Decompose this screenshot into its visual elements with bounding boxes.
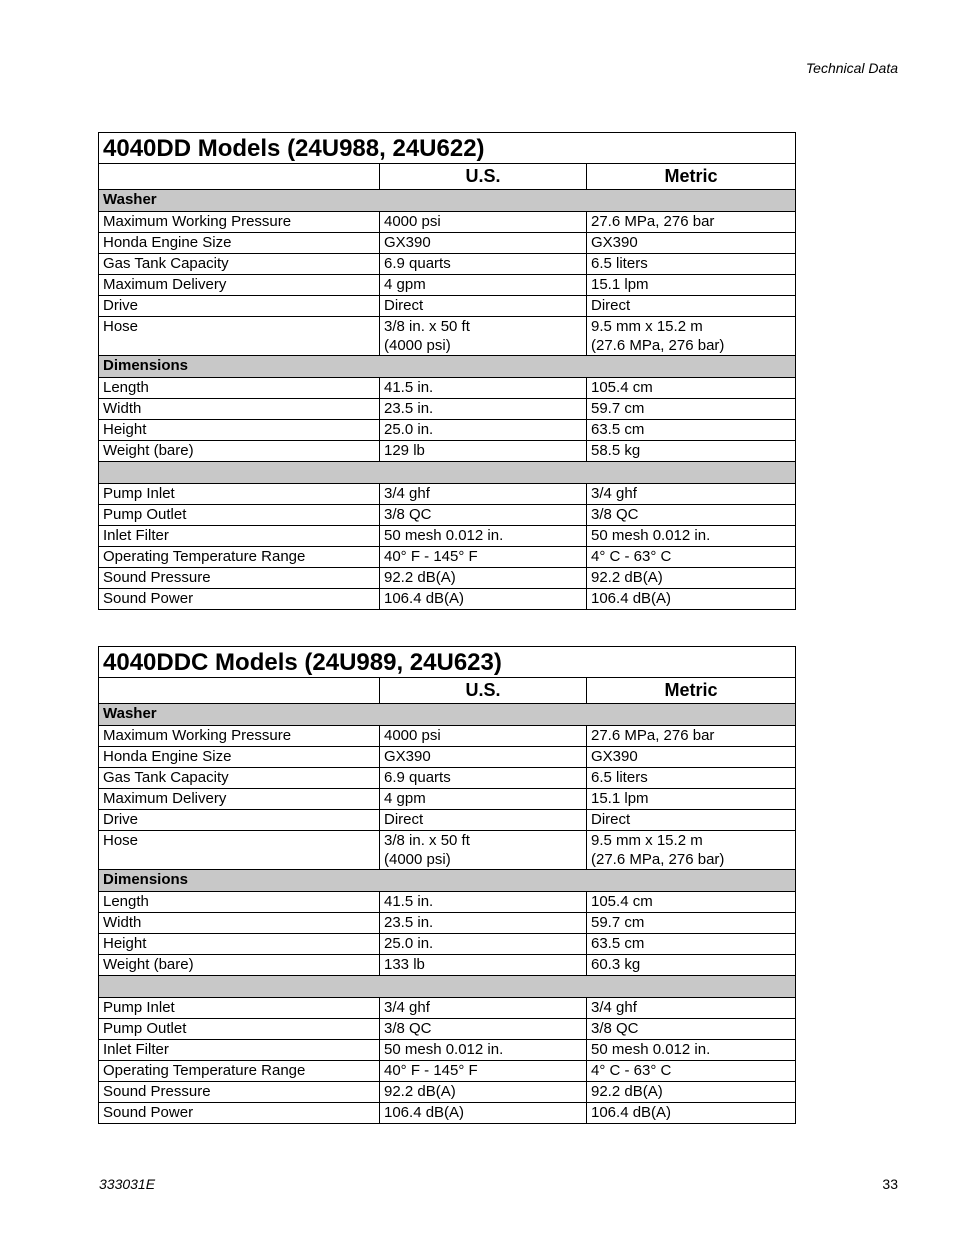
table-row	[99, 998, 796, 1019]
spec-label-cell: Inlet Filter	[99, 1040, 380, 1061]
spec-label-cell: Hose	[99, 831, 380, 870]
column-header-blank	[99, 164, 380, 190]
spec-table-body	[99, 647, 796, 1124]
spec-us-value-cell: 92.2 dB(A)	[380, 1082, 587, 1103]
table-row	[99, 934, 796, 955]
spec-label-cell: Sound Power	[99, 589, 380, 610]
section-header: Dimensions	[99, 870, 796, 892]
spec-label-cell: Maximum Delivery	[99, 275, 380, 296]
spec-label-cell: Height	[99, 420, 380, 441]
spec-us-value-cell: Direct	[380, 810, 587, 831]
spec-metric-value-cell: 3/4 ghf	[587, 484, 796, 505]
spec-us-value-cell: 3/8 in. x 50 ft (4000 psi)	[380, 317, 587, 356]
spec-metric-value-cell: 3/8 QC	[587, 1019, 796, 1040]
column-header-row	[99, 678, 796, 704]
spec-us-value-cell: 3/8 QC	[380, 1019, 587, 1040]
spec-label-cell: Gas Tank Capacity	[99, 254, 380, 275]
table-row	[99, 275, 796, 296]
spec-metric-value-cell: 27.6 MPa, 276 bar	[587, 212, 796, 233]
spec-label-cell: Pump Outlet	[99, 505, 380, 526]
spec-us-value-cell: 4 gpm	[380, 789, 587, 810]
section-header-row	[99, 976, 796, 998]
spec-label-cell: Sound Power	[99, 1103, 380, 1124]
spec-label-cell: Length	[99, 892, 380, 913]
spec-metric-value-cell: 92.2 dB(A)	[587, 568, 796, 589]
spec-metric-value-cell: 58.5 kg	[587, 441, 796, 462]
spec-metric-value-cell: 92.2 dB(A)	[587, 1082, 796, 1103]
spec-metric-value-cell: 15.1 lpm	[587, 789, 796, 810]
spec-us-value-cell: 23.5 in.	[380, 913, 587, 934]
spec-label-cell: Sound Pressure	[99, 1082, 380, 1103]
table-row	[99, 526, 796, 547]
spec-metric-value-cell: 9.5 mm x 15.2 m (27.6 MPa, 276 bar)	[587, 317, 796, 356]
spec-metric-value-cell: 50 mesh 0.012 in.	[587, 526, 796, 547]
spec-us-value-cell: 106.4 dB(A)	[380, 589, 587, 610]
spec-label-cell: Sound Pressure	[99, 568, 380, 589]
spec-us-value-cell: 50 mesh 0.012 in.	[380, 526, 587, 547]
spec-metric-value-cell: 63.5 cm	[587, 420, 796, 441]
column-header-metric: Metric	[587, 678, 796, 704]
spec-label-cell: Inlet Filter	[99, 526, 380, 547]
spec-us-value-cell: 106.4 dB(A)	[380, 1103, 587, 1124]
spec-metric-value-cell: GX390	[587, 747, 796, 768]
table-row	[99, 568, 796, 589]
table-title-row	[99, 647, 796, 678]
table-row	[99, 913, 796, 934]
section-header: Washer	[99, 190, 796, 212]
table-row	[99, 212, 796, 233]
spec-label-cell: Drive	[99, 810, 380, 831]
spec-label-cell: Pump Outlet	[99, 1019, 380, 1040]
spec-label-cell: Width	[99, 913, 380, 934]
spec-metric-value-cell: 106.4 dB(A)	[587, 589, 796, 610]
spec-label-cell: Width	[99, 399, 380, 420]
section-header-row	[99, 870, 796, 892]
table-row	[99, 547, 796, 568]
table-row	[99, 254, 796, 275]
spec-metric-value-cell: 106.4 dB(A)	[587, 1103, 796, 1124]
spec-label-cell: Operating Temperature Range	[99, 1061, 380, 1082]
table-row	[99, 1040, 796, 1061]
spec-metric-value-cell: GX390	[587, 233, 796, 254]
table-row	[99, 768, 796, 789]
spec-us-value-cell: 3/8 QC	[380, 505, 587, 526]
spec-metric-value-cell: 105.4 cm	[587, 892, 796, 913]
table-row	[99, 589, 796, 610]
spec-metric-value-cell: 15.1 lpm	[587, 275, 796, 296]
table-row	[99, 747, 796, 768]
spec-table-4040ddc	[98, 646, 796, 1124]
table-row	[99, 789, 796, 810]
spec-us-value-cell: 23.5 in.	[380, 399, 587, 420]
table-row	[99, 831, 796, 870]
spec-label-cell: Maximum Working Pressure	[99, 212, 380, 233]
spec-us-value-cell: 4 gpm	[380, 275, 587, 296]
spec-metric-value-cell: Direct	[587, 296, 796, 317]
spec-us-value-cell: 4000 psi	[380, 212, 587, 233]
table-row	[99, 399, 796, 420]
spec-us-value-cell: GX390	[380, 747, 587, 768]
spec-metric-value-cell: Direct	[587, 810, 796, 831]
spec-table-4040dd	[98, 132, 796, 610]
table-row	[99, 810, 796, 831]
spec-metric-value-cell: 59.7 cm	[587, 913, 796, 934]
spec-us-value-cell: 41.5 in.	[380, 892, 587, 913]
table-row	[99, 317, 796, 356]
spec-label-cell: Maximum Delivery	[99, 789, 380, 810]
table-title: 4040DDC Models (24U989, 24U623)	[99, 647, 796, 678]
table-title-row	[99, 133, 796, 164]
spec-us-value-cell: 50 mesh 0.012 in.	[380, 1040, 587, 1061]
document-number: 333031E	[99, 1176, 156, 1192]
section-header-row	[99, 704, 796, 726]
running-header: Technical Data	[805, 60, 898, 76]
spec-label-cell: Pump Inlet	[99, 484, 380, 505]
spec-metric-value-cell: 3/4 ghf	[587, 998, 796, 1019]
spec-label-cell: Honda Engine Size	[99, 233, 380, 254]
spec-label-cell: Hose	[99, 317, 380, 356]
column-header-us: U.S.	[380, 678, 587, 704]
spec-us-value-cell: 3/4 ghf	[380, 998, 587, 1019]
table-row	[99, 1019, 796, 1040]
table-row	[99, 484, 796, 505]
section-header: Dimensions	[99, 356, 796, 378]
spec-us-value-cell: GX390	[380, 233, 587, 254]
spec-us-value-cell: 3/8 in. x 50 ft (4000 psi)	[380, 831, 587, 870]
column-header-row	[99, 164, 796, 190]
spec-label-cell: Pump Inlet	[99, 998, 380, 1019]
table-row	[99, 955, 796, 976]
spec-us-value-cell: 92.2 dB(A)	[380, 568, 587, 589]
spec-label-cell: Length	[99, 378, 380, 399]
table-row	[99, 296, 796, 317]
spec-label-cell: Weight (bare)	[99, 955, 380, 976]
spec-us-value-cell: 40° F - 145° F	[380, 1061, 587, 1082]
spec-label-cell: Honda Engine Size	[99, 747, 380, 768]
spec-metric-value-cell: 4° C - 63° C	[587, 1061, 796, 1082]
spec-label-cell: Drive	[99, 296, 380, 317]
spec-us-value-cell: 133 lb	[380, 955, 587, 976]
spec-metric-value-cell: 6.5 liters	[587, 254, 796, 275]
spec-us-value-cell: 25.0 in.	[380, 420, 587, 441]
table-row	[99, 505, 796, 526]
section-header-row	[99, 356, 796, 378]
table-row	[99, 420, 796, 441]
column-header-us: U.S.	[380, 164, 587, 190]
spec-us-value-cell: 4000 psi	[380, 726, 587, 747]
spec-metric-value-cell: 4° C - 63° C	[587, 547, 796, 568]
spec-metric-value-cell: 9.5 mm x 15.2 m (27.6 MPa, 276 bar)	[587, 831, 796, 870]
spec-metric-value-cell: 50 mesh 0.012 in.	[587, 1040, 796, 1061]
section-header	[99, 976, 796, 998]
table-row	[99, 441, 796, 462]
table-row	[99, 233, 796, 254]
spec-us-value-cell: 6.9 quarts	[380, 254, 587, 275]
table-row	[99, 378, 796, 399]
section-header	[99, 462, 796, 484]
spec-table-body	[99, 133, 796, 610]
spec-us-value-cell: 40° F - 145° F	[380, 547, 587, 568]
spec-label-cell: Gas Tank Capacity	[99, 768, 380, 789]
spec-label-cell: Operating Temperature Range	[99, 547, 380, 568]
spec-us-value-cell: 41.5 in.	[380, 378, 587, 399]
table-row	[99, 726, 796, 747]
spec-label-cell: Weight (bare)	[99, 441, 380, 462]
table-row	[99, 1082, 796, 1103]
column-header-metric: Metric	[587, 164, 796, 190]
spec-metric-value-cell: 6.5 liters	[587, 768, 796, 789]
section-header-row	[99, 190, 796, 212]
spec-us-value-cell: 25.0 in.	[380, 934, 587, 955]
spec-us-value-cell: 3/4 ghf	[380, 484, 587, 505]
spec-label-cell: Maximum Working Pressure	[99, 726, 380, 747]
spec-us-value-cell: 129 lb	[380, 441, 587, 462]
spec-us-value-cell: Direct	[380, 296, 587, 317]
table-row	[99, 1103, 796, 1124]
section-header-row	[99, 462, 796, 484]
column-header-blank	[99, 678, 380, 704]
spec-metric-value-cell: 63.5 cm	[587, 934, 796, 955]
spec-metric-value-cell: 59.7 cm	[587, 399, 796, 420]
table-row	[99, 1061, 796, 1082]
spec-label-cell: Height	[99, 934, 380, 955]
spec-metric-value-cell: 105.4 cm	[587, 378, 796, 399]
spec-us-value-cell: 6.9 quarts	[380, 768, 587, 789]
table-row	[99, 892, 796, 913]
spec-metric-value-cell: 60.3 kg	[587, 955, 796, 976]
spec-metric-value-cell: 27.6 MPa, 276 bar	[587, 726, 796, 747]
section-header: Washer	[99, 704, 796, 726]
spec-metric-value-cell: 3/8 QC	[587, 505, 796, 526]
table-title: 4040DD Models (24U988, 24U622)	[99, 133, 796, 164]
page-number: 33	[882, 1176, 898, 1192]
